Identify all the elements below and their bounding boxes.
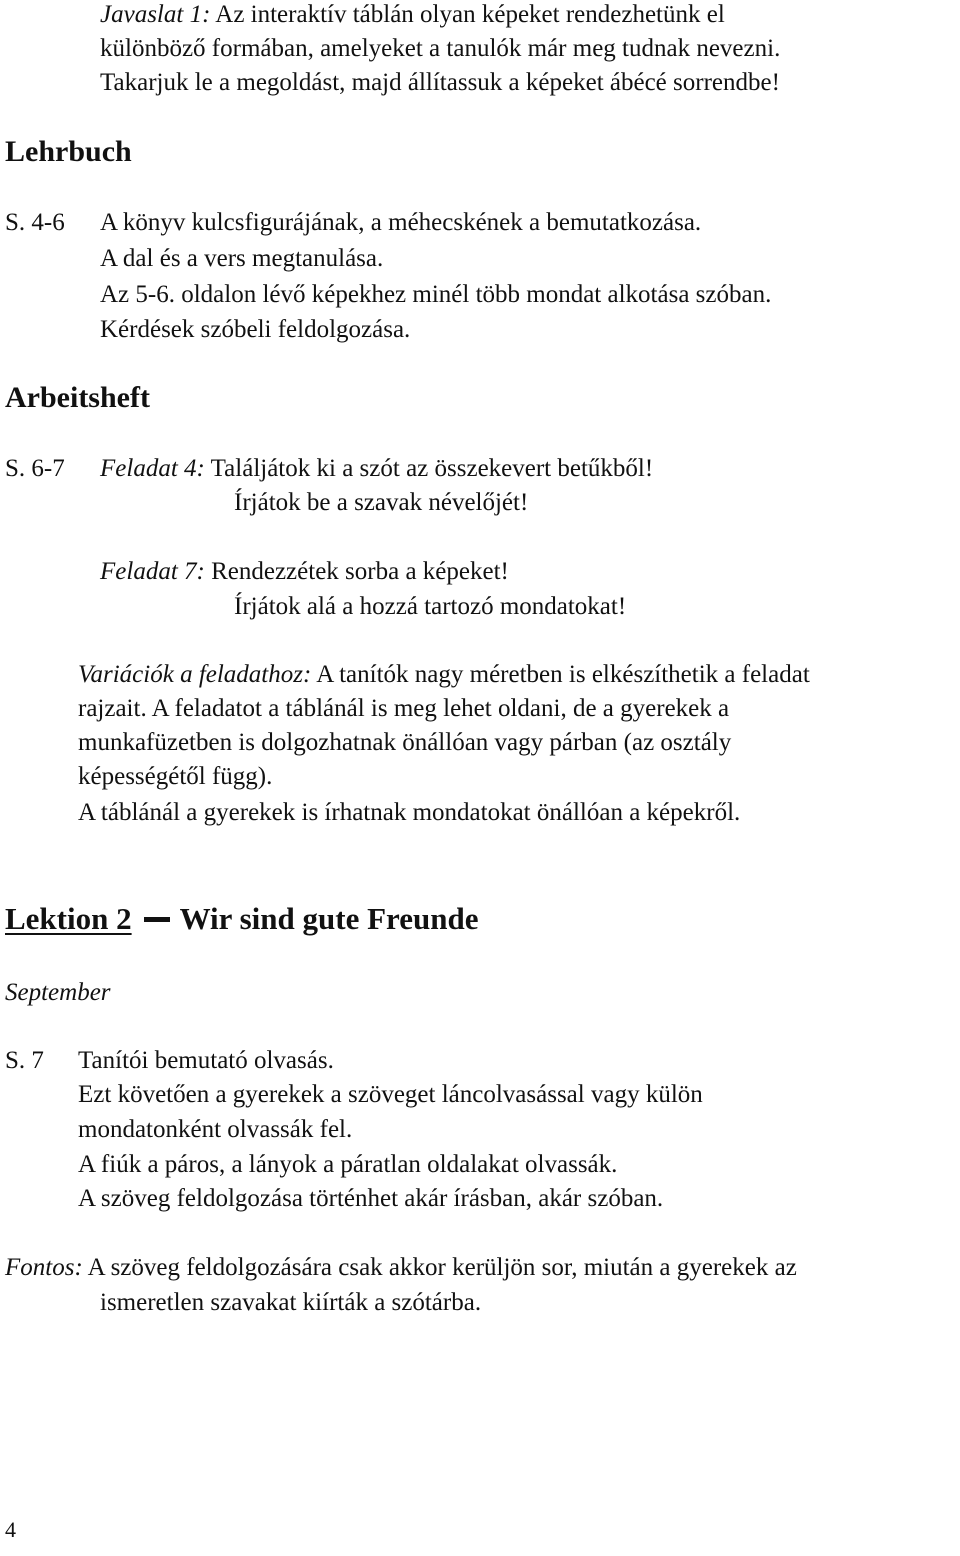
- fontos-line-2: ismeretlen szavakat kiírták a szótárba.: [100, 1289, 482, 1316]
- task7-text-1: Rendezzétek sorba a képeket!: [211, 558, 509, 585]
- lektion-title: Wir sind gute Freunde: [179, 901, 479, 936]
- lehrbuch-page: S. 4-6: [5, 209, 65, 236]
- javaslat-line-3: Takarjuk le a megoldást, majd állítassuk a képeket ábécé sorrendbe!: [100, 69, 780, 96]
- variaciok-line-2: rajzait. A feladatot a táblánál is meg lehet oldani, de a gyerekek a: [78, 695, 730, 722]
- task4-line-2: Írjátok be a szavak névelőjét!: [234, 489, 529, 516]
- arbeitsheft-page: S. 6-7: [5, 455, 65, 482]
- lektion-dash: [144, 917, 170, 922]
- variaciok-label: Variációk a feladathoz:: [78, 661, 312, 688]
- task7-line-1: [100, 555, 509, 589]
- variaciok-text-1: A tanítók nagy méretben is elkészíthetik a feladat: [316, 661, 810, 688]
- fontos-label: Fontos:: [5, 1254, 83, 1281]
- page-number: 4: [5, 1517, 16, 1542]
- lektion-line-3: mondatonként olvassák fel.: [78, 1116, 353, 1143]
- javaslat-text-1: Az interaktív táblán olyan képeket rendezhetünk el: [215, 1, 725, 28]
- lektion-line-4: A fiúk a páros, a lányok a páratlan oldalakat olvassák.: [78, 1151, 618, 1178]
- fontos-line-1: [5, 1251, 797, 1285]
- lehrbuch-line-2: A dal és a vers megtanulása.: [100, 245, 384, 272]
- javaslat-line-2: különböző formában, amelyeket a tanulók már meg tudnak nevezni.: [100, 35, 781, 62]
- variaciok-line-5: A táblánál a gyerekek is írhatnak mondatokat önállóan a képekről.: [78, 799, 741, 826]
- lehrbuch-line-4: Kérdések szóbeli feldolgozása.: [100, 316, 411, 343]
- lektion-heading: [5, 902, 478, 936]
- lektion-month: September: [5, 979, 111, 1006]
- lehrbuch-line-3: Az 5-6. oldalon lévő képekhez minél több mondat alkotása szóban.: [100, 281, 772, 308]
- javaslat-line-1: [100, 0, 725, 32]
- task7-label: Feladat 7:: [100, 558, 205, 585]
- arbeitsheft-heading: Arbeitsheft: [5, 381, 150, 414]
- lehrbuch-heading: Lehrbuch: [5, 135, 132, 168]
- lektion-line-5: A szöveg feldolgozása történhet akár írásban, akár szóban.: [78, 1185, 664, 1212]
- variaciok-line-4: képességétől függ).: [78, 763, 273, 790]
- fontos-text-1: A szöveg feldolgozására csak akkor kerüljön sor, miután a gyerekek az: [87, 1254, 797, 1281]
- lektion-line-1: Tanítói bemutató olvasás.: [78, 1047, 334, 1074]
- lehrbuch-line-1: A könyv kulcsfigurájának, a méhecskének a bemutatkozása.: [100, 209, 702, 236]
- lektion-page: S. 7: [5, 1047, 44, 1074]
- task4-label: Feladat 4:: [100, 455, 205, 482]
- task7-line-2: Írjátok alá a hozzá tartozó mondatokat!: [234, 593, 627, 620]
- javaslat-label: Javaslat 1:: [100, 1, 211, 28]
- lektion-line-2: Ezt követően a gyerekek a szöveget láncolvasással vagy külön: [78, 1081, 703, 1108]
- variaciok-line-3: munkafüzetben is dolgozhatnak önállóan vagy párban (az osztály: [78, 729, 732, 756]
- variaciok-line-1: [78, 658, 810, 692]
- task4-line-1: [100, 452, 653, 486]
- lektion-number: Lektion 2: [5, 901, 132, 936]
- task4-text-1: Találjátok ki a szót az összekevert betűkből!: [210, 455, 654, 482]
